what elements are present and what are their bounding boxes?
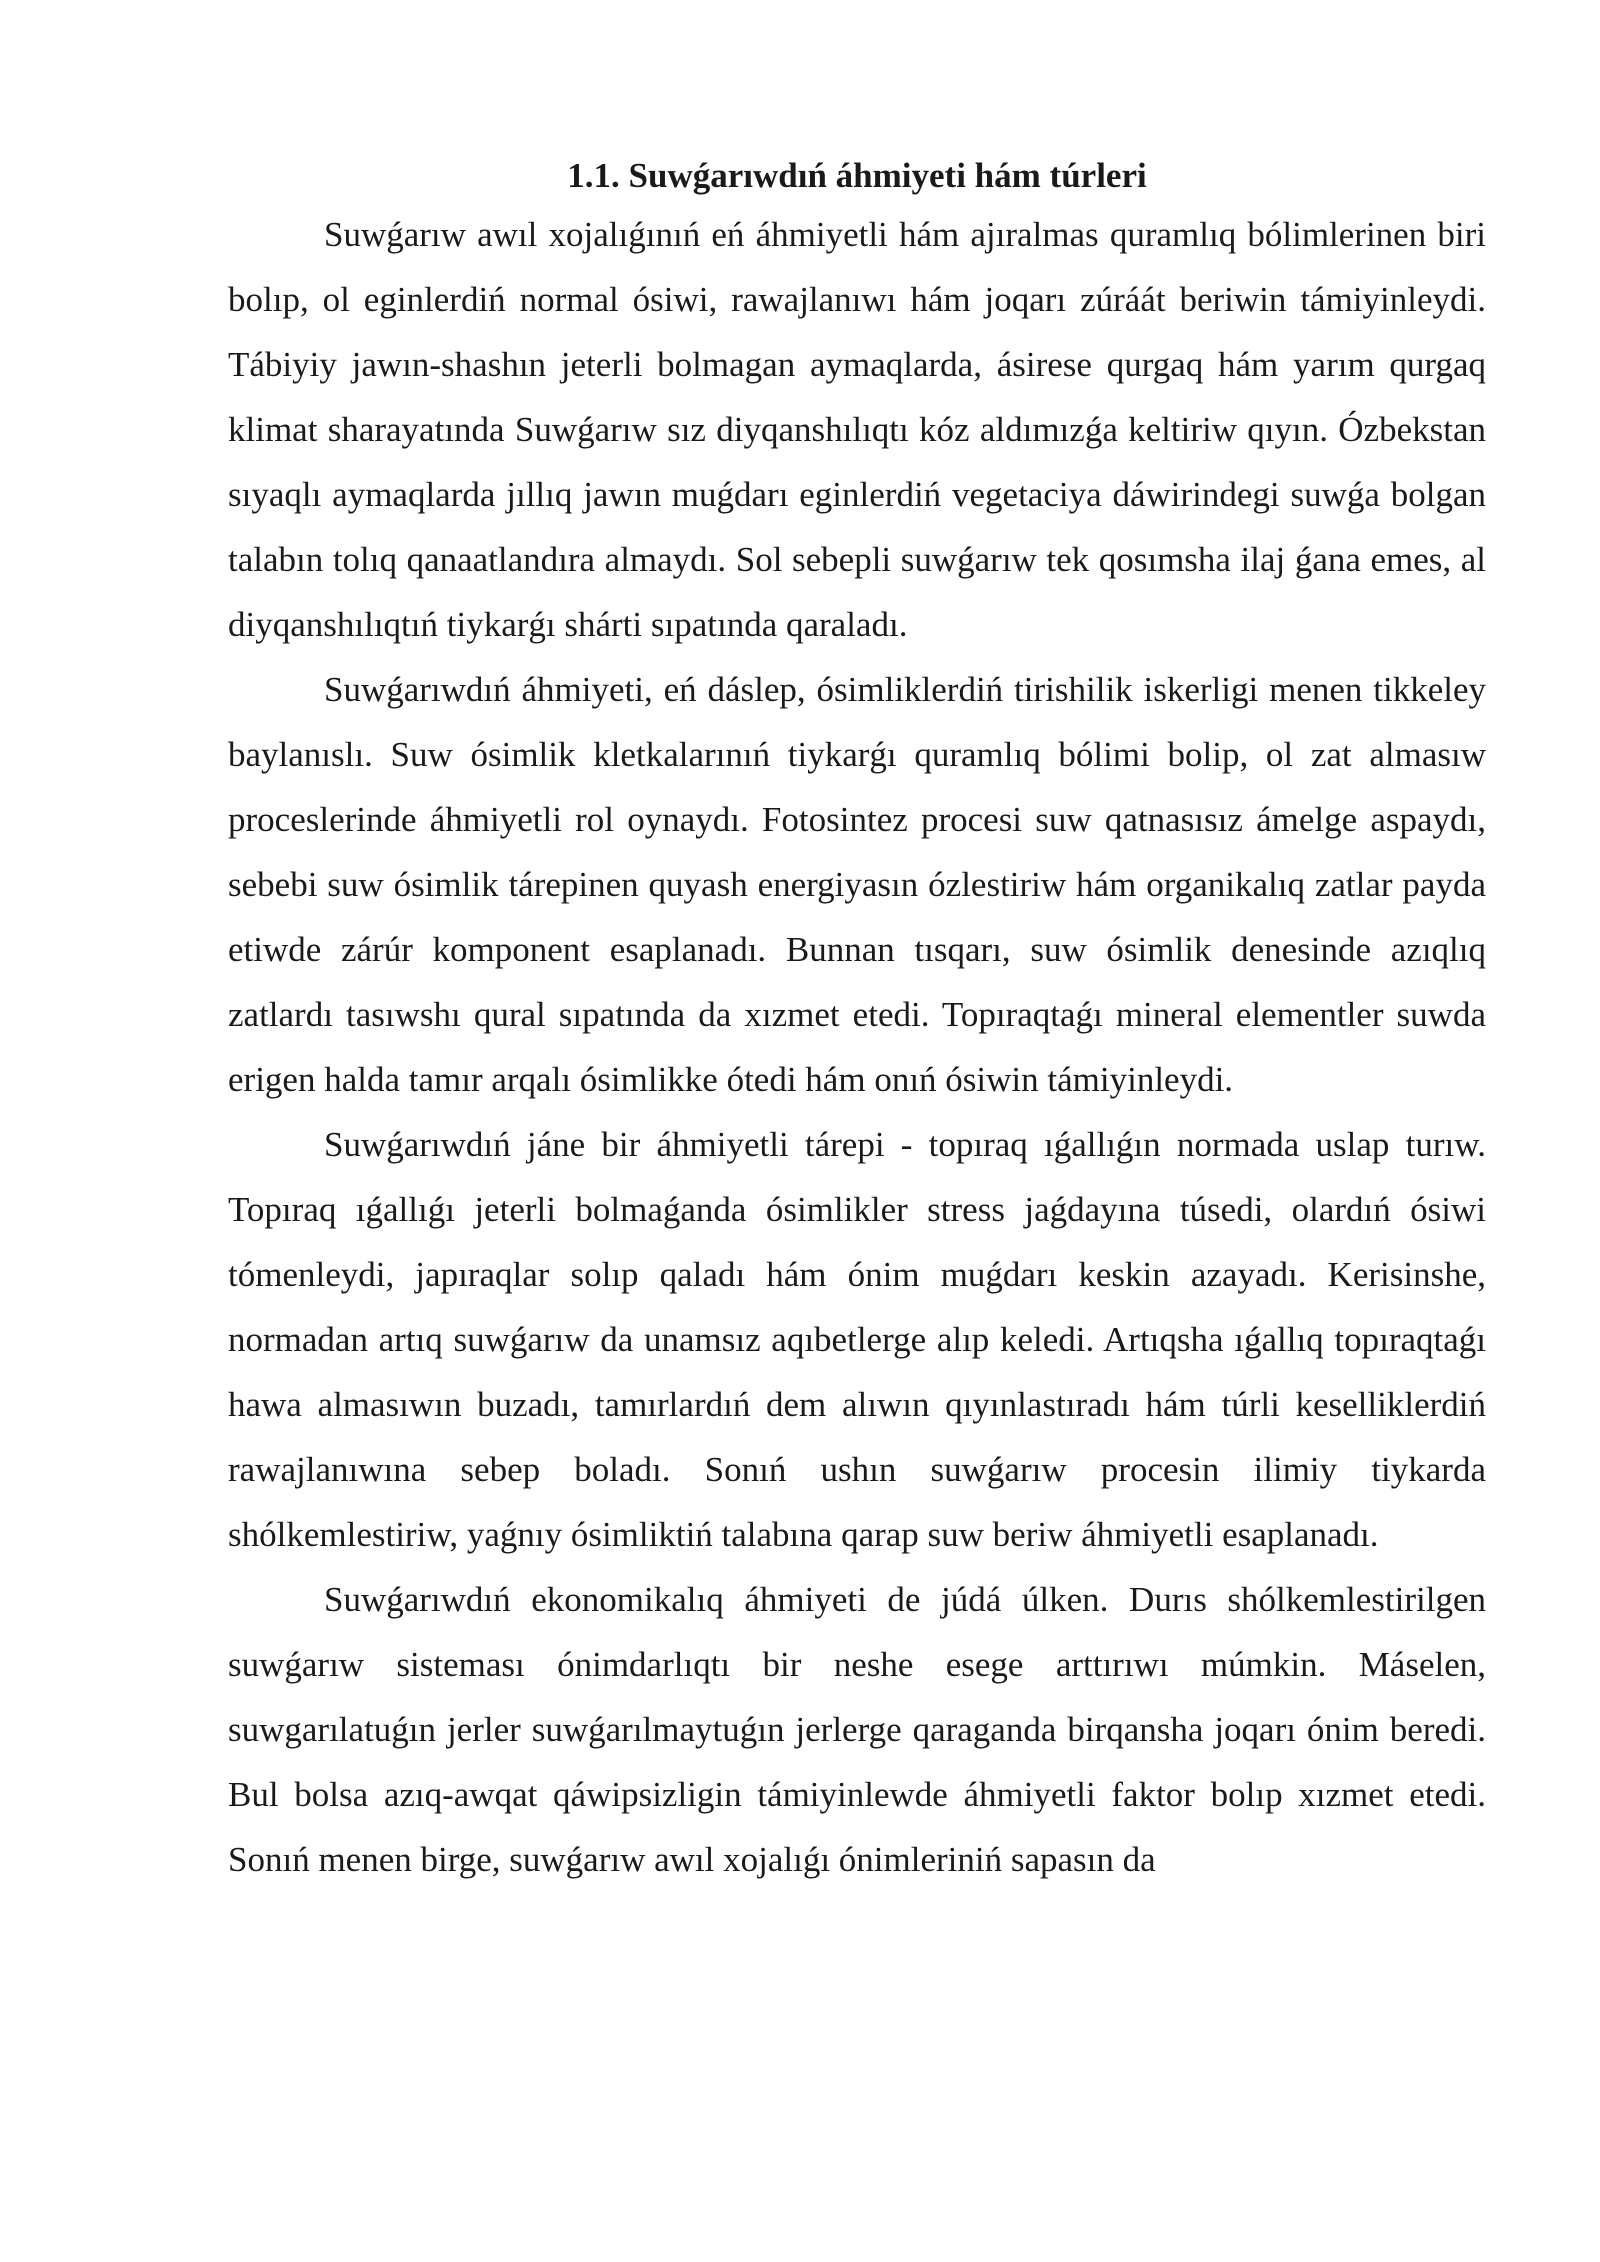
paragraph-3: Suwǵarıwdıń jáne bir áhmiyetli tárepi - topıraq ıǵallıǵın normada uslap turıw. Topıraq ıǵallıǵı jeterli bolmaǵanda ósimlikler stress jaǵdayına túsedi, olardıń ósiwi tómenleydi, japıraqlar solıp qaladı hám ónim muǵdarı keskin azayadı. Kerisinshe, normadan artıq suwǵarıw da unamsız aqıbetlerge alıp keledi. Artıqsha ıǵallıq topıraqtaǵı hawa almasıwın buzadı, tamırlardıń dem alıwın qıyınlastıradı hám túrli keselliklerdiń rawajlanıwına sebep boladı. Sonıń ushın suwǵarıw procesin ilimiy tiykarda shólkemlestiriw, yaǵnıy ósimliktiń talabına qarap suw beriw áhmiyetli esaplanadı. — [228, 1125, 1486, 1554]
document-body — [228, 150, 1486, 1892]
paragraph-2: Suwǵarıwdıń áhmiyeti, eń dáslep, ósimliklerdiń tirishilik iskerligi menen tikkeley baylanıslı. Suw ósimlik kletkalarınıń tiykarǵı quramlıq bólimi bolip, ol zat almasıw proceslerinde áhmiyetli rol oynaydı. Fotosintez procesi suw qatnasısız ámelge aspaydı, sebebi suw ósimlik tárepinen quyash energiyasın ózlestiriw hám organikalıq zatlar payda etiwde zárúr komponent esaplanadı. Bunnan tısqarı, suw ósimlik denesinde azıqlıq zatlardı tasıwshı qural sıpatında da xızmet etedi. Topıraqtaǵı mineral elementler suwda erigen halda tamır arqalı ósimlikke ótedi hám onıń ósiwin támiyinleydi. — [228, 670, 1486, 1099]
paragraph-1: Suwǵarıw awıl xojalıǵınıń eń áhmiyetli hám ajıralmas quramlıq bólimlerinen biri bolıp, ol eginlerdiń normal ósiwi, rawajlanıwı hám joqarı zúráát beriwin támiyinleydi. Tábiyiy jawın-shashın jeterli bolmagan aymaqlarda, ásirese qurgaq hám yarım qurgaq klimat sharayatında Suwǵarıw sız diyqanshılıqtı kóz aldımızǵa keltiriw qıyın. Ózbekstan sıyaqlı aymaqlarda jıllıq jawın muǵdarı eginlerdiń vegetaciya dáwirindegi suwǵa bolgan talabın tolıq qanaatlandıra almaydı. Sol sebepli suwǵarıw tek qosımsha ilaj ǵana emes, al diyqanshılıqtıń tiykarǵı shárti sıpatında qaraladı. — [228, 215, 1486, 644]
section-title: 1.1. Suwǵarıwdıń áhmiyeti hám túrleri — [567, 156, 1147, 195]
paragraph-4: Suwǵarıwdıń ekonomikalıq áhmiyeti de júdá úlken. Durıs shólkemlestirilgen suwǵarıw sisteması ónimdarlıqtı bir neshe esege arttırıwı múmkin. Máselen, suwgarılatuǵın jerler suwǵarılmaytuǵın jerlerge qaraganda birqansha joqarı ónim beredi. Bul bolsa azıq-awqat qáwipsizligin támiyinlewde áhmiyetli faktor bolıp xızmet etedi. Sonıń menen birge, suwǵarıw awıl xojalıǵı ónimleriniń sapasın da — [228, 1580, 1486, 1879]
